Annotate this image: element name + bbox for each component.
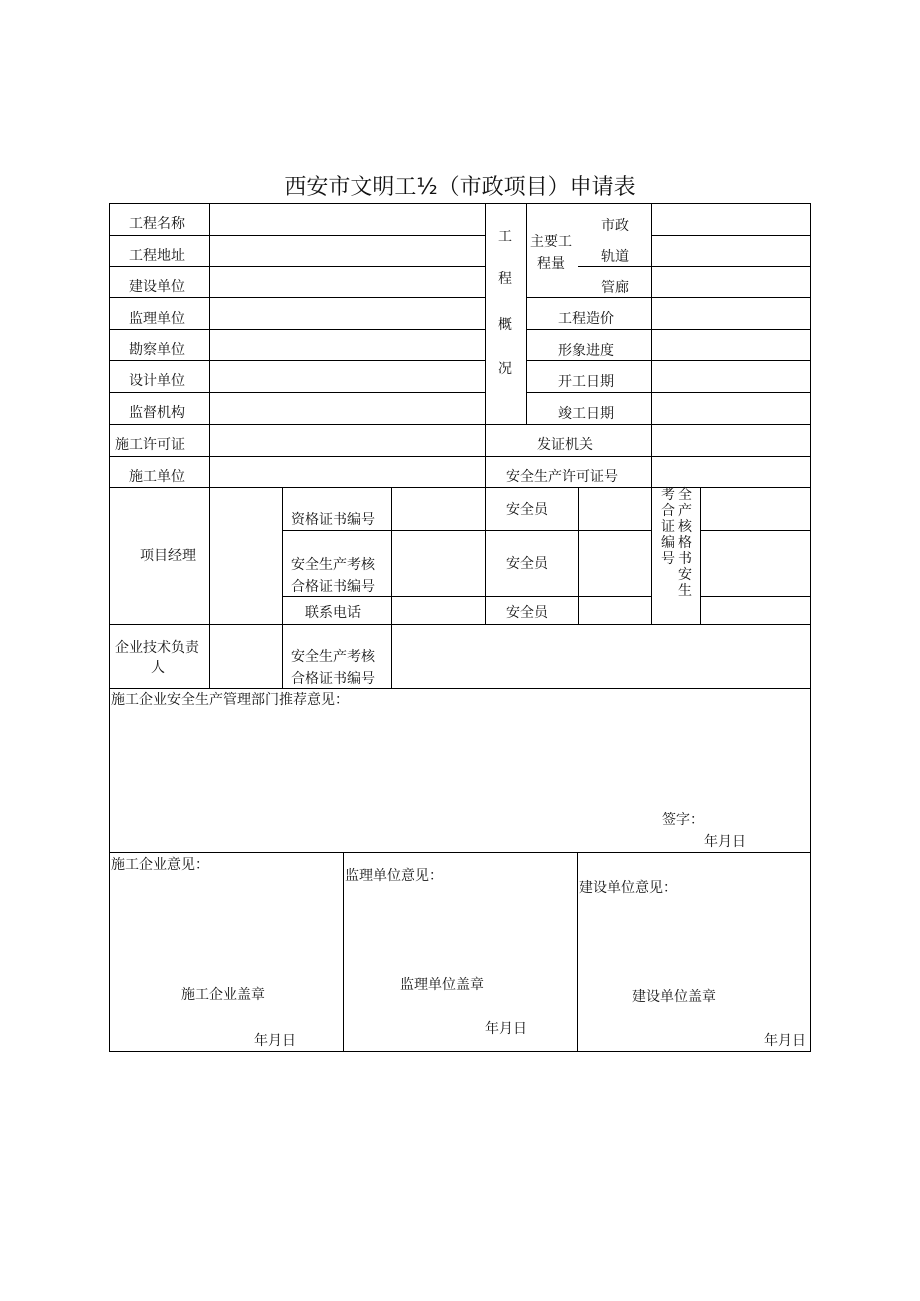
contractor-field[interactable]	[210, 457, 485, 487]
row-line	[109, 624, 811, 625]
col-line	[578, 487, 579, 624]
label-supervisor-date: 年月日	[485, 1021, 527, 1037]
cost-field[interactable]	[652, 298, 810, 329]
label-rail: 轨道	[601, 249, 629, 265]
label-cert-vertical-a: 考合证编号	[661, 487, 675, 567]
label-permit-authority: 发证机关	[537, 437, 593, 453]
col-line	[485, 487, 486, 624]
label-safety-officer: 安全员	[506, 556, 548, 572]
label-qualification-no: 资格证书编号	[291, 512, 375, 528]
label-project-name: 工程名称	[129, 216, 185, 232]
label-municipal: 市政	[601, 218, 629, 234]
corridor-qty-field[interactable]	[652, 267, 810, 297]
label-tech-exam-2: 合格证书编号	[291, 671, 375, 687]
overview-char: 程	[498, 271, 512, 287]
label-cert-vertical-b: 全产核格书安生	[678, 487, 692, 599]
label-tech-lead-suffix: 人	[151, 660, 165, 676]
oversight-field[interactable]	[210, 393, 485, 424]
col-line	[282, 487, 283, 688]
label-progress: 形象进度	[558, 343, 614, 359]
label-project-manager: 项目经理	[140, 548, 196, 564]
row-line	[282, 596, 651, 597]
col-line	[526, 203, 527, 424]
label-corridor: 管廊	[601, 280, 629, 296]
label-safety-exam-2: 合格证书编号	[291, 579, 375, 595]
col-line	[651, 487, 652, 624]
label-safety-officer: 安全员	[506, 605, 548, 621]
row-line	[109, 688, 811, 689]
label-contractor-date: 年月日	[254, 1033, 296, 1049]
col-line	[485, 203, 486, 487]
row-line	[700, 530, 811, 531]
progress-field[interactable]	[652, 330, 810, 360]
row-line	[700, 596, 811, 597]
label-oversight: 监督机构	[129, 405, 185, 421]
label-builder: 建设单位	[129, 279, 185, 295]
project-name-field[interactable]	[210, 204, 485, 235]
label-tech-lead: 企业技术负责	[115, 640, 199, 656]
label-supervisor-seal: 监理单位盖章	[400, 977, 484, 993]
end-date-field[interactable]	[652, 393, 810, 424]
safety-license-field[interactable]	[652, 457, 810, 487]
label-supervisor-opinion: 监理单位意见：	[345, 868, 443, 884]
col-line	[700, 487, 701, 624]
permit-authority-field[interactable]	[652, 425, 810, 456]
label-project-address: 工程地址	[129, 248, 185, 264]
design-field[interactable]	[210, 361, 485, 392]
row-line	[109, 487, 811, 488]
label-supervisor: 监理单位	[129, 311, 185, 327]
col-line	[391, 487, 392, 688]
builder-field[interactable]	[210, 267, 485, 297]
project-address-field[interactable]	[210, 236, 485, 266]
label-contractor-opinion: 施工企业意见：	[111, 857, 209, 873]
overview-char: 概	[498, 317, 512, 333]
row-line	[109, 852, 811, 853]
table-border-bottom	[109, 1051, 811, 1052]
label-builder-date: 年月日	[764, 1033, 806, 1049]
label-survey: 勘察单位	[129, 342, 185, 358]
col-line	[209, 487, 210, 688]
col-line	[577, 852, 578, 1051]
label-builder-opinion: 建设单位意见：	[579, 880, 677, 896]
label-permit: 施工许可证	[115, 437, 185, 453]
label-end-date: 竣工日期	[558, 406, 614, 422]
label-recommend: 施工企业安全生产管理部门推荐意见：	[111, 692, 349, 708]
label-contractor: 施工单位	[129, 469, 185, 485]
start-date-field[interactable]	[652, 361, 810, 392]
label-safety-exam: 安全生产考核	[291, 557, 375, 573]
label-sign: 签字：	[662, 812, 704, 828]
page-title: 西安市文明工½（市政项目）申请表	[284, 175, 636, 200]
recommend-field[interactable]	[111, 712, 809, 812]
row-line	[282, 530, 651, 531]
label-builder-seal: 建设单位盖章	[632, 989, 716, 1005]
overview-char: 况	[498, 361, 512, 377]
permit-field[interactable]	[210, 425, 485, 456]
table-border-left	[109, 203, 110, 1052]
survey-field[interactable]	[210, 330, 485, 360]
overview-char: 工	[498, 229, 512, 245]
label-start-date: 开工日期	[558, 374, 614, 390]
label-phone: 联系电话	[305, 605, 361, 621]
label-tech-exam: 安全生产考核	[291, 649, 375, 665]
label-safety-officer: 安全员	[506, 502, 548, 518]
label-main-qty-2: 程量	[537, 256, 565, 272]
col-line	[343, 852, 344, 1051]
label-main-qty: 主要工	[530, 234, 572, 250]
label-safety-license: 安全生产许可证号	[506, 469, 618, 485]
rail-qty-field[interactable]	[652, 236, 810, 266]
municipal-qty-field[interactable]	[652, 204, 810, 235]
label-design: 设计单位	[129, 373, 185, 389]
label-contractor-seal: 施工企业盖章	[181, 987, 265, 1003]
table-border-right	[810, 203, 811, 1052]
label-recommend-date: 年月日	[704, 834, 746, 850]
label-cost: 工程造价	[558, 311, 614, 327]
supervisor-field[interactable]	[210, 298, 485, 329]
